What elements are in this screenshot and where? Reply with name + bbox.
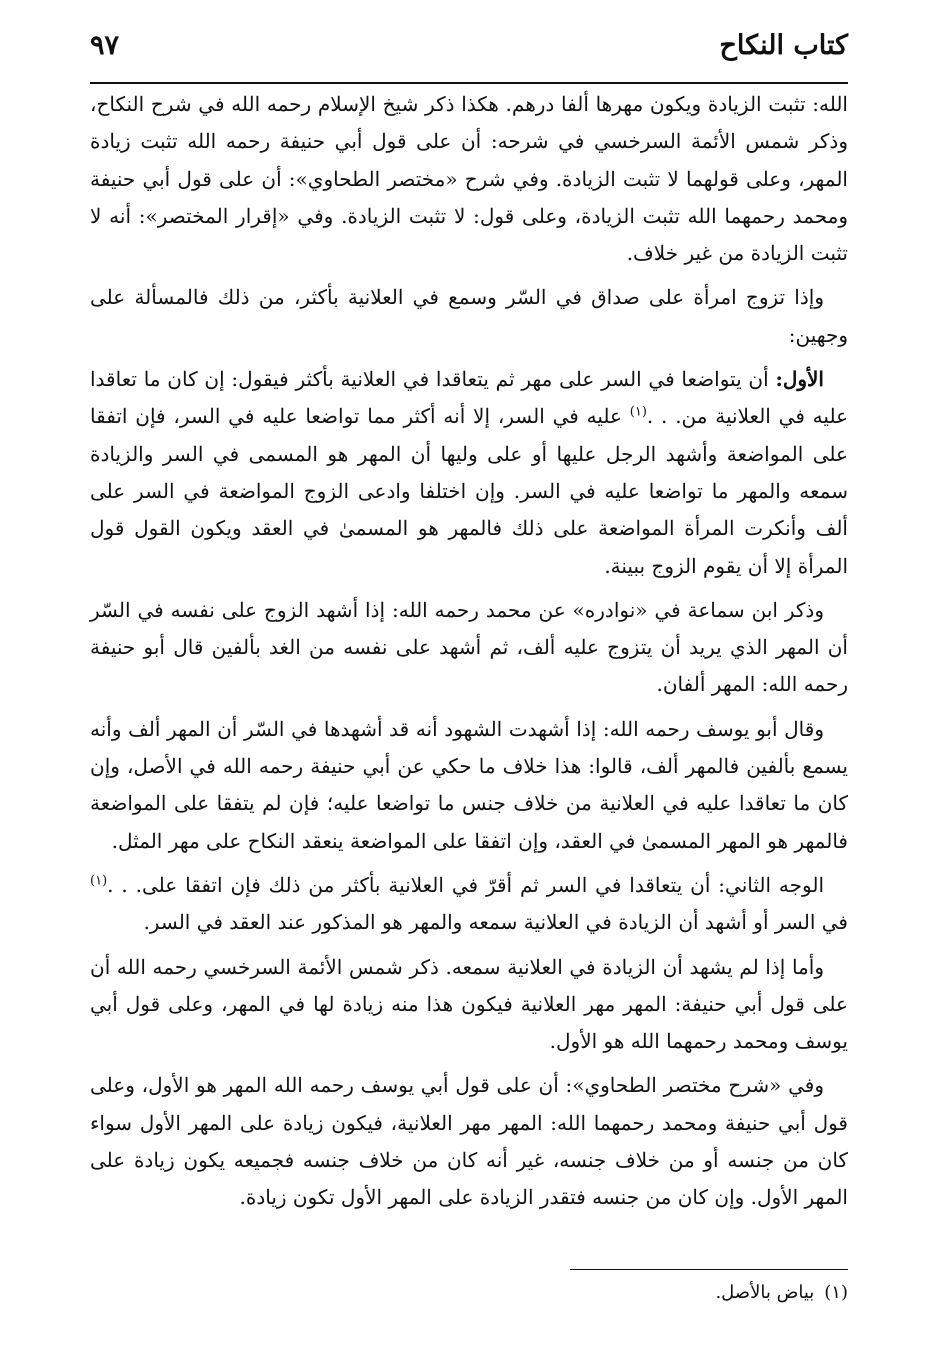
paragraph-6	[90, 867, 848, 942]
footnote-divider	[570, 1269, 848, 1270]
paragraph-1: الله: تثبت الزيادة ويكون مهرها ألفا درهم. هكذا ذكر شيخ الإسلام رحمه الله في شرح النكاح، وذكر شمس الأئمة السرخسي في شرحه: أن على قول أبي حنيفة رحمه الله تثبت زيادة المهر، وعلى قولهما لا تثبت الزيادة. وفي شرح «مختصر الطحاوي»: أن على قول أبي حنيفة ومحمد رحمهما الله تثبت الزيادة، وعلى قول: لا تثبت الزيادة. وفي «إقرار المختصر»: أنه لا تثبت الزيادة من غير خلاف.	[90, 92, 848, 266]
paragraph-4: وذكر ابن سماعة في «نوادره» عن محمد رحمه الله: إذا أشهد الزوج على نفسه في السّر أن المهر الذي يريد أن يتزوج عليه ألف، ثم أشهد على نفسه من الغد بألفين قال أبو حنيفة رحمه الله: المهر ألفان.	[90, 597, 848, 697]
section-lead-first: الأول:	[775, 367, 824, 392]
page-header	[90, 26, 848, 84]
paragraph-3-text-b: عليه في السر، إلا أنه أكثر مما تواضعا عليه في السر، فإن اتفقا على المواضعة وأشهد الرجل عليها أو على وليها أن المهر هو المسمى في السر والزيادة سمعه والمهر ما تواضعا عليه في السر. وإن اختلفا وادعى الزوج المواضعة في السر على ألف وأنكرت المرأة المواضعة على ذلك فالمهر هو المسمىٰ في العقد ويكون القول قول المرأة إلا أن يقوم الزوج ببينة.	[90, 404, 848, 578]
main-text	[90, 86, 848, 1224]
paragraph-3	[90, 361, 848, 585]
footnotes	[90, 1280, 848, 1306]
footnote-number: (١)	[824, 1282, 848, 1303]
page-number: ٩٧	[90, 30, 120, 61]
footnote-text: بياض بالأصل.	[715, 1282, 815, 1303]
paragraph-8: وفي «شرح مختصر الطحاوي»: أن على قول أبي يوسف رحمه الله المهر هو الأول، وعلى قول أبي حنيفة ومحمد رحمهما الله: المهر مهر العلانية، فيكون زيادة على المهر الأول سواء كان من جنسه أو من خلاف جنسه، غير أنه كان من خلاف جنسه فجميعه يكون زيادة على المهر الأول. وإن كان من جنسه فتقدر الزيادة على المهر الأول تكون زيادة.	[90, 1073, 848, 1210]
paragraph-7: وأما إذا لم يشهد أن الزيادة في العلانية سمعه. ذكر شمس الأئمة السرخسي رحمه الله أن على قول أبي حنيفة: المهر مهر العلانية فيكون هذا منه زيادة لها في المهر، وعلى قول أبي يوسف ومحمد رحمهما الله هو الأول.	[90, 954, 848, 1054]
paragraph-2: وإذا تزوج امرأة على صداق في السّر وسمع في العلانية بأكثر، من ذلك فالمسألة على وجهين:	[90, 285, 848, 347]
footnote-1	[90, 1280, 848, 1306]
paragraph-6-text-b: في السر أو أشهد أن الزيادة في العلانية سمعه والمهر هو المذكور عند العقد في السر.	[143, 910, 848, 935]
footnote-ref: (١)	[629, 404, 647, 420]
paragraph-3-text-a: أن يتواضعا في السر على مهر ثم يتعاقدا في العلانية بأكثر فيقول: إن كان ما تعاقدا عليه في العلانية من. . .	[90, 367, 848, 429]
paragraph-5: وقال أبو يوسف رحمه الله: إذا أشهدت الشهود أنه قد أشهدها في السّر أن المهر ألف وأنه يسمع بألفين فالمهر ألف، قالوا: هذا خلاف ما حكي عن أبي حنيفة رحمه الله في الأصل، وإن كان ما تعاقدا عليه في العلانية من خلاف جنس ما تواضعا عليه؛ فإن لم يتفقا على المواضعة فالمهر هو المهر المسمىٰ في العقد، وإن اتفقا على المواضعة ينعقد النكاح على مهر المثل.	[90, 716, 848, 853]
book-title: كتاب النكاح	[719, 30, 848, 61]
paragraph-6-text-a: الوجه الثاني: أن يتعاقدا في السر ثم أقرّ في العلانية بأكثر من ذلك فإن اتفقا على. . .	[107, 872, 824, 897]
footnote-ref: (١)	[90, 873, 108, 889]
